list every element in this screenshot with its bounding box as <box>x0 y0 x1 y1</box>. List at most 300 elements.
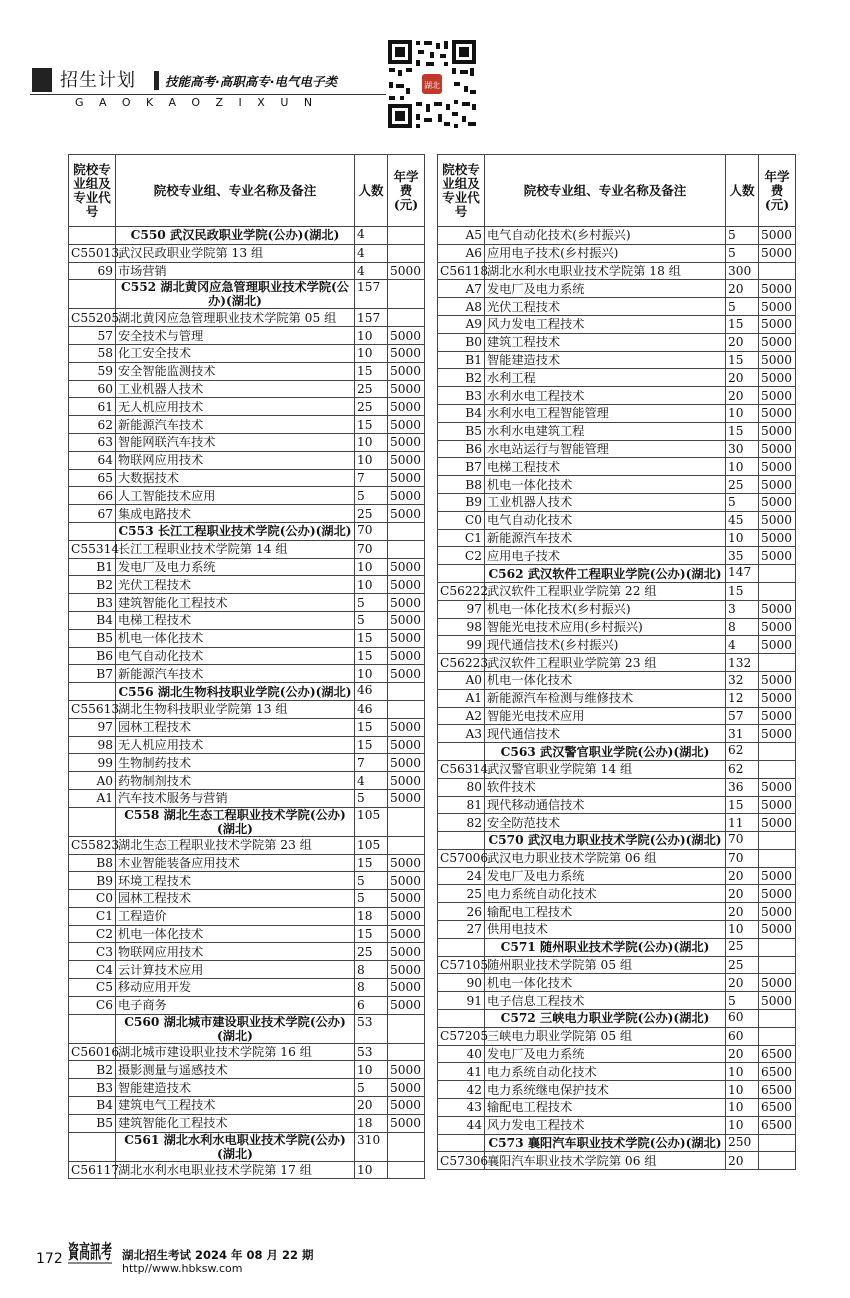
count-cell: 5 <box>726 298 759 316</box>
count-cell: 157 <box>355 309 388 327</box>
name-cell: 湖北黄冈应急管理职业技术学院第 05 组 <box>116 309 355 327</box>
fee-cell: 5000 <box>388 789 425 807</box>
school-fee <box>388 280 425 309</box>
school-name: C558 湖北生态工程职业技术学院(公办)(湖北) <box>116 807 355 836</box>
count-cell: 25 <box>726 956 759 974</box>
header-block <box>32 68 52 92</box>
fee-cell: 5000 <box>388 736 425 754</box>
code-cell: B6 <box>438 440 485 458</box>
major-row <box>438 867 796 885</box>
code-cell: C55205 <box>69 309 116 327</box>
count-cell: 10 <box>726 921 759 939</box>
code-cell: C2 <box>69 925 116 943</box>
code-cell: 44 <box>438 1116 485 1134</box>
col-header-name: 院校专业组、专业名称及备注 <box>485 155 726 227</box>
code-cell: A0 <box>438 671 485 689</box>
code-cell: C55823 <box>69 836 116 854</box>
fee-cell: 5000 <box>759 725 796 743</box>
count-cell: 20 <box>726 369 759 387</box>
group-row <box>438 262 796 280</box>
code-cell: 64 <box>69 451 116 469</box>
fee-cell <box>388 244 425 262</box>
name-cell: 电子商务 <box>116 996 355 1014</box>
name-cell: 发电厂及电力系统 <box>485 280 726 298</box>
school-row <box>69 807 425 836</box>
col-header-fee: 年学费(元) <box>388 155 425 227</box>
school-code-cell <box>69 1014 116 1043</box>
major-row <box>438 778 796 796</box>
count-cell: 20 <box>726 974 759 992</box>
school-count: 147 <box>726 565 759 583</box>
fee-cell: 5000 <box>759 547 796 565</box>
school-code-cell <box>69 227 116 245</box>
school-code-cell <box>69 1132 116 1161</box>
school-name: C556 湖北生物科技职业学院(公办)(湖北) <box>116 683 355 701</box>
major-row <box>438 992 796 1010</box>
school-code-cell <box>438 565 485 583</box>
fee-cell: 5000 <box>388 754 425 772</box>
count-cell: 10 <box>355 1161 388 1179</box>
major-row <box>438 315 796 333</box>
code-cell: 60 <box>69 380 116 398</box>
fee-cell: 5000 <box>388 344 425 362</box>
fee-cell <box>759 1152 796 1170</box>
name-cell: 工业机器人技术 <box>116 380 355 398</box>
major-row <box>69 736 425 754</box>
count-cell: 7 <box>355 754 388 772</box>
fee-cell: 5000 <box>759 921 796 939</box>
count-cell: 300 <box>726 262 759 280</box>
code-cell: B5 <box>69 629 116 647</box>
name-cell: 发电厂及电力系统 <box>485 1045 726 1063</box>
count-cell: 15 <box>355 925 388 943</box>
school-count: 46 <box>355 683 388 701</box>
fee-cell: 5000 <box>388 1097 425 1115</box>
group-row <box>69 309 425 327</box>
fee-cell: 5000 <box>388 594 425 612</box>
count-cell: 62 <box>726 760 759 778</box>
fee-cell: 5000 <box>759 315 796 333</box>
name-cell: 建筑智能化工程技术 <box>116 594 355 612</box>
code-cell: B2 <box>438 369 485 387</box>
code-cell: 57 <box>69 327 116 345</box>
name-cell: 云计算技术应用 <box>116 961 355 979</box>
name-cell: 输配电工程技术 <box>485 1099 726 1117</box>
code-cell: 66 <box>69 487 116 505</box>
fee-cell: 5000 <box>759 493 796 511</box>
fee-cell: 5000 <box>388 1114 425 1132</box>
fee-cell <box>388 1043 425 1061</box>
name-cell: 智能网联汽车技术 <box>116 433 355 451</box>
count-cell: 20 <box>726 867 759 885</box>
fee-cell: 5000 <box>759 280 796 298</box>
count-cell: 20 <box>726 1152 759 1170</box>
code-cell: B5 <box>69 1114 116 1132</box>
fee-cell: 5000 <box>759 529 796 547</box>
name-cell: 武汉警官职业学院第 14 组 <box>485 760 726 778</box>
school-name: C563 武汉警官职业学院(公办)(湖北) <box>485 743 726 761</box>
col-header-code: 院校专业组及专业代号 <box>69 155 116 227</box>
section-title: 招生计划 <box>60 70 136 91</box>
name-cell: 武汉软件工程职业学院第 23 组 <box>485 654 726 672</box>
fee-cell: 5000 <box>388 611 425 629</box>
school-row <box>69 1132 425 1161</box>
table-body-right <box>438 227 796 1170</box>
school-name: C570 武汉电力职业技术学院(公办)(湖北) <box>485 832 726 850</box>
school-fee <box>759 565 796 583</box>
name-cell: 市场营销 <box>116 262 355 280</box>
count-cell: 10 <box>355 451 388 469</box>
count-cell: 45 <box>726 511 759 529</box>
code-cell: A3 <box>438 725 485 743</box>
major-row <box>438 921 796 939</box>
fee-cell: 5000 <box>759 796 796 814</box>
count-cell: 10 <box>726 1099 759 1117</box>
fee-cell: 5000 <box>759 440 796 458</box>
major-row <box>438 636 796 654</box>
major-row <box>438 387 796 405</box>
major-row <box>438 369 796 387</box>
code-cell: 27 <box>438 921 485 939</box>
code-cell: 63 <box>69 433 116 451</box>
code-cell: 43 <box>438 1099 485 1117</box>
fee-cell <box>388 309 425 327</box>
major-row <box>438 333 796 351</box>
name-cell: 环境工程技术 <box>116 872 355 890</box>
major-row <box>69 1097 425 1115</box>
fee-cell: 5000 <box>759 636 796 654</box>
name-cell: 建筑工程技术 <box>485 333 726 351</box>
name-cell: 电力系统自动化技术 <box>485 1063 726 1081</box>
group-row <box>438 849 796 867</box>
school-row <box>69 522 425 540</box>
code-cell: B7 <box>438 458 485 476</box>
school-count: 53 <box>355 1014 388 1043</box>
count-cell: 18 <box>355 1114 388 1132</box>
count-cell: 6 <box>355 996 388 1014</box>
fee-cell: 5000 <box>759 351 796 369</box>
name-cell: 工程造价 <box>116 907 355 925</box>
major-row <box>69 629 425 647</box>
major-row <box>438 404 796 422</box>
code-cell: C55613 <box>69 700 116 718</box>
code-cell: 90 <box>438 974 485 992</box>
fee-cell: 5000 <box>759 511 796 529</box>
major-row <box>69 344 425 362</box>
code-cell: A2 <box>438 707 485 725</box>
name-cell: 湖北水利水电职业技术学院第 18 组 <box>485 262 726 280</box>
code-cell: C55314 <box>69 540 116 558</box>
major-row <box>438 351 796 369</box>
name-cell: 光伏工程技术 <box>485 298 726 316</box>
fee-cell: 5000 <box>759 689 796 707</box>
code-cell: C57105 <box>438 956 485 974</box>
code-cell: B4 <box>438 404 485 422</box>
name-cell: 水利工程 <box>485 369 726 387</box>
qr-badge: 湖北 <box>424 81 440 90</box>
school-row <box>69 1014 425 1043</box>
magazine-logo-icon <box>66 1237 145 1283</box>
code-cell: 98 <box>69 736 116 754</box>
name-cell: 电梯工程技术 <box>116 611 355 629</box>
major-row <box>69 772 425 790</box>
name-cell: 安全智能监测技术 <box>116 362 355 380</box>
code-cell: C1 <box>438 529 485 547</box>
code-cell: A1 <box>438 689 485 707</box>
website-link[interactable]: http//www.hbksw.com <box>122 1262 243 1275</box>
fee-cell: 5000 <box>388 487 425 505</box>
school-fee <box>388 227 425 245</box>
count-cell: 10 <box>355 558 388 576</box>
name-cell: 发电厂及电力系统 <box>485 867 726 885</box>
major-row <box>69 961 425 979</box>
count-cell: 11 <box>726 814 759 832</box>
fee-cell: 5000 <box>759 227 796 245</box>
fee-cell: 6500 <box>759 1063 796 1081</box>
count-cell: 46 <box>355 700 388 718</box>
code-cell: B8 <box>438 476 485 494</box>
major-row <box>69 996 425 1014</box>
group-row <box>69 1043 425 1061</box>
fee-cell: 5000 <box>388 925 425 943</box>
school-row <box>438 938 796 956</box>
school-count: 70 <box>726 832 759 850</box>
major-row <box>69 451 425 469</box>
count-cell: 132 <box>726 654 759 672</box>
name-cell: 现代通信技术(乡村振兴) <box>485 636 726 654</box>
fee-cell: 5000 <box>388 943 425 961</box>
code-cell: B3 <box>438 387 485 405</box>
count-cell: 20 <box>726 333 759 351</box>
major-row <box>438 493 796 511</box>
group-row <box>69 836 425 854</box>
name-cell: 智能光电技术应用 <box>485 707 726 725</box>
code-cell: C56314 <box>438 760 485 778</box>
name-cell: 机电一体化技术(乡村振兴) <box>485 600 726 618</box>
major-row <box>438 458 796 476</box>
header-letters: GAOKAOZIXUN <box>75 96 328 109</box>
school-count: 250 <box>726 1134 759 1152</box>
major-row <box>438 618 796 636</box>
count-cell: 35 <box>726 547 759 565</box>
major-row <box>69 890 425 908</box>
code-cell: C56118 <box>438 262 485 280</box>
code-cell: B4 <box>69 1097 116 1115</box>
fee-cell: 5000 <box>388 451 425 469</box>
major-row <box>69 433 425 451</box>
count-cell: 15 <box>355 854 388 872</box>
name-cell: 物联网应用技术 <box>116 943 355 961</box>
code-cell: 42 <box>438 1081 485 1099</box>
code-cell: C2 <box>438 547 485 565</box>
code-cell: 41 <box>438 1063 485 1081</box>
name-cell: 智能建造技术 <box>116 1079 355 1097</box>
count-cell: 15 <box>355 416 388 434</box>
name-cell: 风力发电工程技术 <box>485 315 726 333</box>
group-row <box>438 1152 796 1170</box>
col-header-name: 院校专业组、专业名称及备注 <box>116 155 355 227</box>
count-cell: 25 <box>355 380 388 398</box>
fee-cell: 6500 <box>759 1116 796 1134</box>
major-row <box>438 422 796 440</box>
school-row <box>438 1134 796 1152</box>
count-cell: 20 <box>726 280 759 298</box>
name-cell: 建筑电气工程技术 <box>116 1097 355 1115</box>
fee-cell <box>759 654 796 672</box>
name-cell: 摄影测量与遥感技术 <box>116 1061 355 1079</box>
school-fee <box>388 807 425 836</box>
count-cell: 31 <box>726 725 759 743</box>
major-row <box>69 380 425 398</box>
major-row <box>438 227 796 245</box>
group-row <box>438 760 796 778</box>
major-row <box>69 907 425 925</box>
major-row <box>438 1099 796 1117</box>
major-row <box>438 885 796 903</box>
group-row <box>69 540 425 558</box>
fee-cell: 5000 <box>388 854 425 872</box>
major-row <box>438 671 796 689</box>
major-row <box>438 280 796 298</box>
major-row <box>69 718 425 736</box>
name-cell: 新能源汽车技术 <box>116 665 355 683</box>
group-row <box>69 244 425 262</box>
group-row <box>438 956 796 974</box>
name-cell: 物联网应用技术 <box>116 451 355 469</box>
school-count: 157 <box>355 280 388 309</box>
major-row <box>69 416 425 434</box>
major-row <box>69 754 425 772</box>
name-cell: 无人机应用技术 <box>116 736 355 754</box>
fee-cell <box>759 849 796 867</box>
code-cell: 69 <box>69 262 116 280</box>
school-count: 60 <box>726 1010 759 1028</box>
school-code-cell <box>69 522 116 540</box>
major-row <box>69 1114 425 1132</box>
school-code-cell <box>69 280 116 309</box>
name-cell: 现代移动通信技术 <box>485 796 726 814</box>
count-cell: 15 <box>726 422 759 440</box>
code-cell: C4 <box>69 961 116 979</box>
count-cell: 5 <box>355 789 388 807</box>
name-cell: 工业机器人技术 <box>485 493 726 511</box>
code-cell: B8 <box>69 854 116 872</box>
count-cell: 5 <box>355 890 388 908</box>
fee-cell: 5000 <box>388 996 425 1014</box>
major-row <box>69 854 425 872</box>
count-cell: 10 <box>355 327 388 345</box>
code-cell: 97 <box>438 600 485 618</box>
name-cell: 电气自动化技术 <box>485 511 726 529</box>
group-row <box>69 700 425 718</box>
count-cell: 5 <box>726 244 759 262</box>
fee-cell: 5000 <box>759 422 796 440</box>
major-row <box>69 362 425 380</box>
code-cell: C57205 <box>438 1027 485 1045</box>
enrollment-table-left <box>68 154 425 1179</box>
name-cell: 木业智能装备应用技术 <box>116 854 355 872</box>
school-count: 62 <box>726 743 759 761</box>
code-cell: 62 <box>69 416 116 434</box>
major-row <box>69 872 425 890</box>
code-cell: C56222 <box>438 582 485 600</box>
major-row <box>69 647 425 665</box>
major-row <box>438 547 796 565</box>
school-row <box>438 1010 796 1028</box>
name-cell: 光伏工程技术 <box>116 576 355 594</box>
name-cell: 电气自动化技术 <box>116 647 355 665</box>
count-cell: 5 <box>355 594 388 612</box>
count-cell: 10 <box>355 344 388 362</box>
fee-cell: 5000 <box>759 671 796 689</box>
major-row <box>438 903 796 921</box>
name-cell: 应用电子技术(乡村振兴) <box>485 244 726 262</box>
count-cell: 15 <box>726 582 759 600</box>
code-cell: 91 <box>438 992 485 1010</box>
major-row <box>438 814 796 832</box>
count-cell: 15 <box>355 647 388 665</box>
code-cell: B3 <box>69 594 116 612</box>
qr-code-icon[interactable] <box>386 38 478 130</box>
journal-issue: 湖北招生考试 2024 年 08 月 22 期 <box>122 1248 314 1262</box>
school-fee <box>759 832 796 850</box>
name-cell: 机电一体化技术 <box>485 671 726 689</box>
school-count: 310 <box>355 1132 388 1161</box>
school-name: C571 随州职业技术学院(公办)(湖北) <box>485 938 726 956</box>
code-cell: C56016 <box>69 1043 116 1061</box>
fee-cell: 5000 <box>388 327 425 345</box>
fee-cell: 6500 <box>759 1099 796 1117</box>
code-cell: B4 <box>69 611 116 629</box>
major-row <box>438 1081 796 1099</box>
school-name: C573 襄阳汽车职业技术学院(公办)(湖北) <box>485 1134 726 1152</box>
fee-cell: 5000 <box>759 369 796 387</box>
code-cell: C57306 <box>438 1152 485 1170</box>
fee-cell: 5000 <box>759 867 796 885</box>
code-cell: 99 <box>438 636 485 654</box>
major-row <box>69 469 425 487</box>
name-cell: 应用电子技术 <box>485 547 726 565</box>
count-cell: 10 <box>726 529 759 547</box>
name-cell: 三峡电力职业学院第 05 组 <box>485 1027 726 1045</box>
fee-cell <box>759 956 796 974</box>
category-title: 技能高考·高职高专·电气电子类 <box>165 74 337 89</box>
name-cell: 电梯工程技术 <box>485 458 726 476</box>
fee-cell: 5000 <box>388 380 425 398</box>
name-cell: 襄阳汽车职业技术学院第 06 组 <box>485 1152 726 1170</box>
code-cell: A7 <box>438 280 485 298</box>
school-code-cell <box>438 1134 485 1152</box>
count-cell: 8 <box>726 618 759 636</box>
count-cell: 5 <box>726 227 759 245</box>
group-row <box>438 654 796 672</box>
name-cell: 生物制药技术 <box>116 754 355 772</box>
school-name: C553 长江工程职业技术学院(公办)(湖北) <box>116 522 355 540</box>
count-cell: 4 <box>726 636 759 654</box>
count-cell: 25 <box>355 943 388 961</box>
name-cell: 武汉软件工程职业学院第 22 组 <box>485 582 726 600</box>
fee-cell: 5000 <box>388 262 425 280</box>
fee-cell: 5000 <box>388 576 425 594</box>
count-cell: 32 <box>726 671 759 689</box>
code-cell: B9 <box>69 872 116 890</box>
code-cell: C0 <box>438 511 485 529</box>
name-cell: 软件技术 <box>485 778 726 796</box>
code-cell: 24 <box>438 867 485 885</box>
school-count: 25 <box>726 938 759 956</box>
name-cell: 机电一体化技术 <box>485 974 726 992</box>
fee-cell: 5000 <box>388 629 425 647</box>
